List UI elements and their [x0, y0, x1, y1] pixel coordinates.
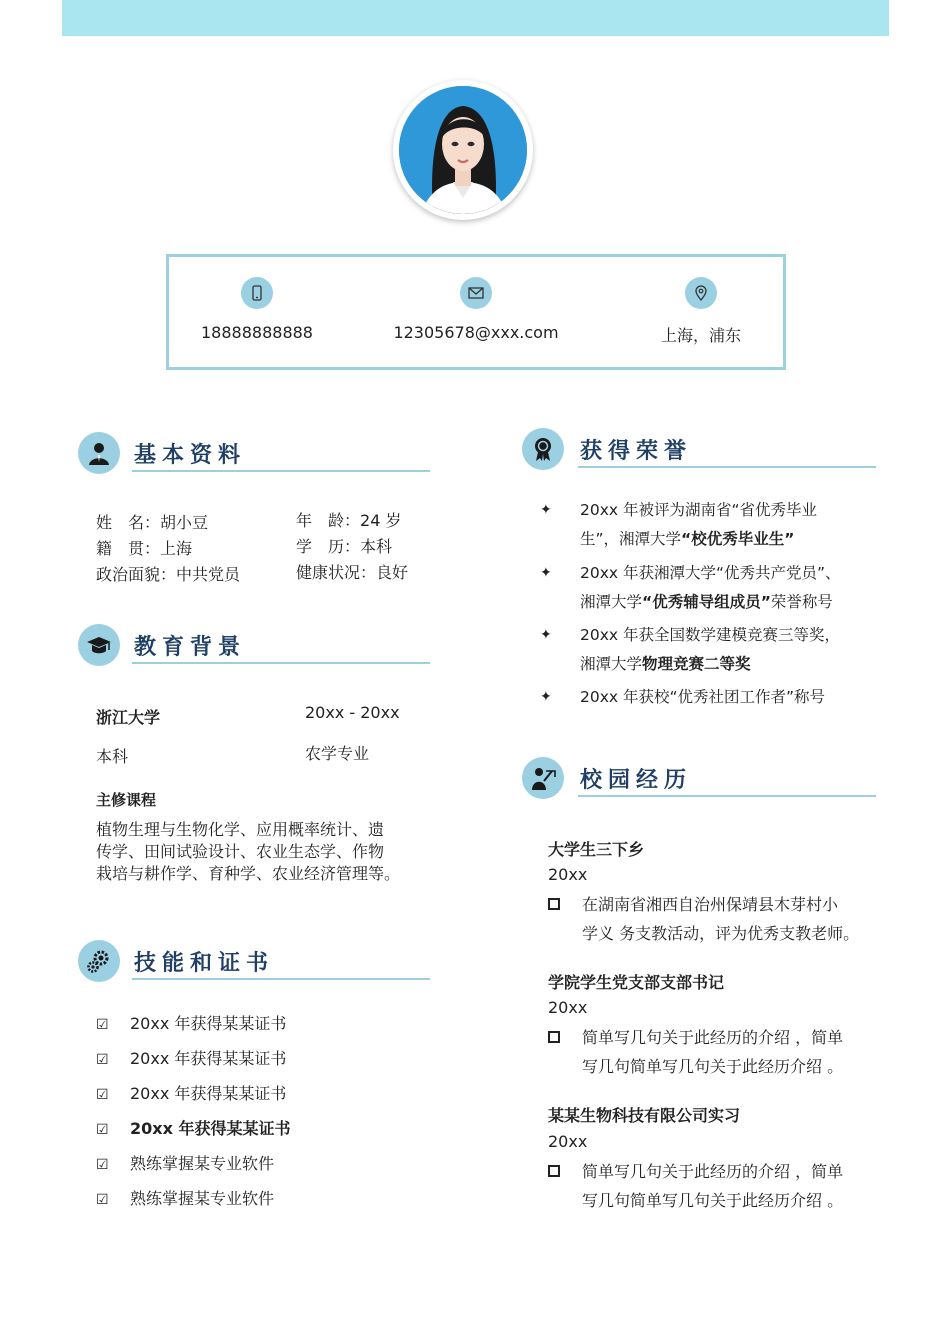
- presenter-icon: [522, 757, 564, 799]
- section-title: 教育背景: [134, 635, 247, 660]
- honor-item: ✦ 20xx 年获全国数学建模竞赛三等奖， 湘潭大学物理竞赛二等奖: [540, 621, 880, 679]
- basic-education: 学 历：本科: [296, 537, 393, 556]
- edu-courses-title: 主修课程: [96, 791, 157, 809]
- exp-title: 大学生三下乡: [548, 840, 645, 859]
- exp-year: 20xx: [548, 998, 588, 1017]
- basic-hometown: 籍 贯：上海: [96, 539, 193, 558]
- cert-item: ☑ 20xx 年获得某某证书: [96, 1014, 287, 1033]
- exp-description: 简单写几句关于此经历的介绍 ，简单 写几句简单写几句关于此经历介绍 。: [548, 1023, 878, 1081]
- square-bullet-icon: [548, 1165, 560, 1177]
- square-bullet-icon: [548, 1031, 560, 1043]
- location-pin-icon: [685, 277, 717, 309]
- star-bullet-icon: ✦: [540, 689, 552, 705]
- email-text: 12305678@xxx.com: [393, 323, 559, 342]
- star-bullet-icon: ✦: [540, 627, 552, 643]
- exp-year: 20xx: [548, 1132, 588, 1151]
- square-bullet-icon: [548, 898, 560, 910]
- edu-degree: 本科: [96, 747, 129, 766]
- phone-text: 18888888888: [201, 323, 313, 342]
- section-divider: [132, 662, 430, 664]
- section-skills: [78, 940, 430, 990]
- section-basic-info: [78, 432, 430, 482]
- exp-description: 简单写几句关于此经历的介绍 ，简单 写几句简单写几句关于此经历介绍 。: [548, 1157, 878, 1215]
- contact-phone: [157, 277, 357, 342]
- section-divider: [578, 466, 876, 468]
- basic-politics: 政治面貌：中共党员: [96, 565, 241, 584]
- checkbox-icon: ☑: [96, 1192, 109, 1208]
- honor-item: ✦ 20xx 年获湘潭大学“优秀共产党员”、 湘潭大学“优秀辅导组成员”荣誉称号: [540, 559, 880, 617]
- section-divider: [132, 978, 430, 980]
- section-honors: [522, 428, 878, 478]
- checkbox-icon: ☑: [96, 1052, 109, 1068]
- person-icon: [78, 432, 120, 474]
- edu-school: 浙江大学: [96, 708, 161, 727]
- contact-email: [376, 277, 576, 342]
- honor-item: ✦ 20xx 年获校“优秀社团工作者”称号: [540, 683, 880, 712]
- avatar: [393, 80, 533, 220]
- edu-period: 20xx - 20xx: [305, 703, 400, 722]
- location-text: 上海，浦东: [660, 326, 741, 345]
- contact-location: [601, 277, 801, 346]
- checkbox-icon: ☑: [96, 1087, 109, 1103]
- section-campus: [522, 757, 878, 807]
- checkbox-icon: ☑: [96, 1017, 109, 1033]
- edu-major: 农学专业: [305, 744, 370, 763]
- checkbox-icon: ☑: [96, 1122, 109, 1138]
- basic-age: 年 龄：24 岁: [296, 511, 402, 530]
- graduation-cap-icon: [78, 624, 120, 666]
- exp-description: 在湖南省湘西自治州保靖县木芽村小 学义 务支教活动，评为优秀支教老师。: [548, 890, 878, 948]
- section-title: 技能和证书: [134, 951, 275, 976]
- gears-icon: [78, 940, 120, 982]
- basic-health: 健康状况：良好: [296, 563, 409, 582]
- award-medal-icon: [522, 428, 564, 470]
- section-title: 基本资料: [134, 443, 247, 468]
- section-education: [78, 624, 430, 674]
- exp-title: 某某生物科技有限公司实习: [548, 1106, 741, 1125]
- cert-item: ☑ 熟练掌握某专业软件: [96, 1154, 275, 1173]
- cert-item: ☑ 20xx 年获得某某证书: [96, 1049, 287, 1068]
- cert-item: ☑ 熟练掌握某专业软件: [96, 1189, 275, 1208]
- star-bullet-icon: ✦: [540, 565, 552, 581]
- basic-name: 姓 名：胡小豆: [96, 513, 209, 532]
- contact-box: [166, 254, 786, 370]
- section-title: 校园经历: [580, 768, 693, 793]
- phone-icon: [241, 277, 273, 309]
- honor-item: ✦ 20xx 年被评为湖南省“省优秀毕业 生”，湘潭大学“校优秀毕业生”: [540, 496, 880, 554]
- section-divider: [578, 795, 876, 797]
- section-divider: [132, 470, 430, 472]
- star-bullet-icon: ✦: [540, 502, 552, 518]
- section-title: 获得荣誉: [580, 439, 693, 464]
- cert-item: ☑ 20xx 年获得某某证书: [96, 1084, 287, 1103]
- cert-item: ☑ 20xx 年获得某某证书: [96, 1119, 291, 1138]
- top-banner: [62, 0, 889, 36]
- profile-photo: [399, 86, 527, 214]
- edu-courses: 植物生理与生物化学、应用概率统计、遗 传学、田间试验设计、农业生态学、作物 栽培与耕作学、育种学、农业经济管理等。: [96, 820, 401, 883]
- checkbox-icon: ☑: [96, 1157, 109, 1173]
- mail-icon: [460, 277, 492, 309]
- exp-title: 学院学生党支部支部书记: [548, 973, 725, 992]
- exp-year: 20xx: [548, 865, 588, 884]
